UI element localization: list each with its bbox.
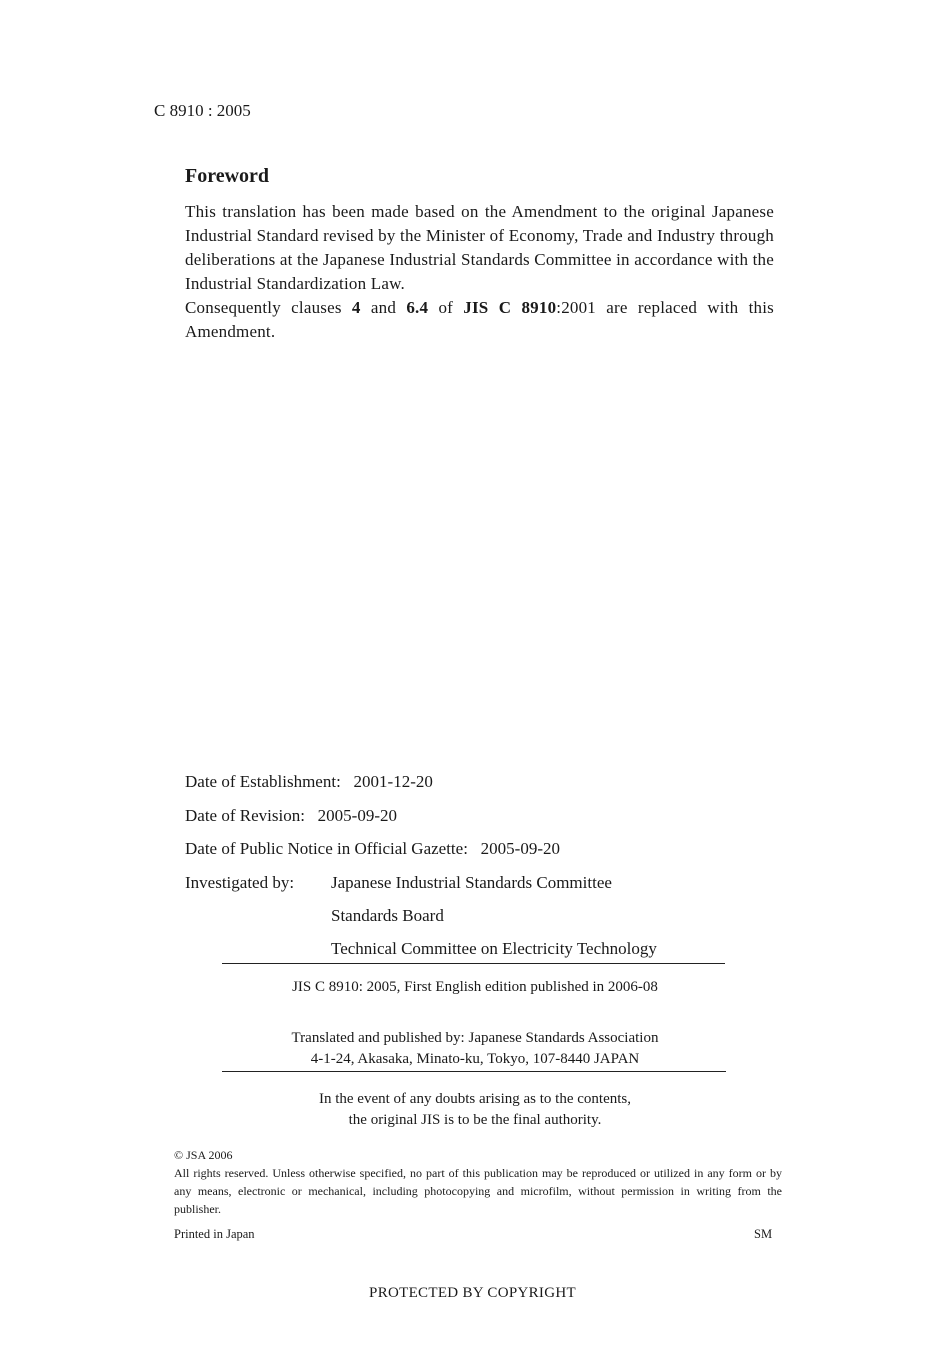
clause-ref: 4 [351,298,361,317]
investigated-by-board: Standards Board [331,906,444,925]
investigated-by-committee: Japanese Industrial Standards Committee [331,873,612,892]
protected-by-copyright: PROTECTED BY COPYRIGHT [369,1285,576,1301]
text-run: and [360,298,407,317]
document-id: C 8910 : 2005 [154,101,251,120]
authority-block [0,1089,950,1131]
foreword-paragraph: This translation has been made based on the Amendment to the original Japanese Industrial Standard revised by the Minister of Economy, Trade and Industry through deliberations at the Japanese Industrial Standards Committee in accordance with the Industrial Standardization Law. [185,202,774,293]
copyright-block [174,1146,782,1218]
date-of-public-notice: Date of Public Notice in Official Gazette: 2005-09-20 [185,839,560,858]
authority-line: In the event of any doubts arising as to the contents, [318,1091,631,1107]
publisher-address: 4-1-24, Akasaka, Minato-ku, Tokyo, 107-8440 JAPAN [310,1051,640,1067]
standard-ref: JIS C 8910 [463,298,557,317]
text-run: Consequently clauses [185,298,352,317]
investigated-by-technical-committee: Technical Committee on Electricity Technology [331,939,657,958]
text-run: :2001 are replaced with this Amendment. [185,298,774,341]
foreword-title: Foreword [185,165,270,187]
copyright-notice: © JSA 2006 [174,1148,233,1162]
edition-text: JIS C 8910: 2005, First English edition published in 2006-08 [292,979,658,995]
date-of-establishment: Date of Establishment: 2001-12-20 [185,772,433,791]
divider [222,1071,726,1072]
clause-ref: 6.4 [406,298,429,317]
sheet-code: SM [754,1227,773,1241]
authority-line: the original JIS is to be the final authority. [348,1112,602,1128]
rights-statement: All rights reserved. Unless otherwise specified, no part of this publication may be reproduced or utilized in any form or by any means, electronic or mechanical, including photocopying and microfilm, without permission in writing from the publisher. [174,1166,782,1216]
edition-statement [0,977,950,998]
foreword-body [185,200,774,344]
printed-in: Printed in Japan [174,1227,255,1241]
text-run: of [428,298,464,317]
date-of-revision: Date of Revision: 2005-09-20 [185,806,397,825]
divider [222,963,725,964]
publisher-block [0,1028,950,1070]
investigated-by-label: Investigated by: [185,873,295,892]
foreword-paragraph-replacement [185,296,774,344]
publisher-line: Translated and published by: Japanese Standards Association [291,1030,659,1046]
